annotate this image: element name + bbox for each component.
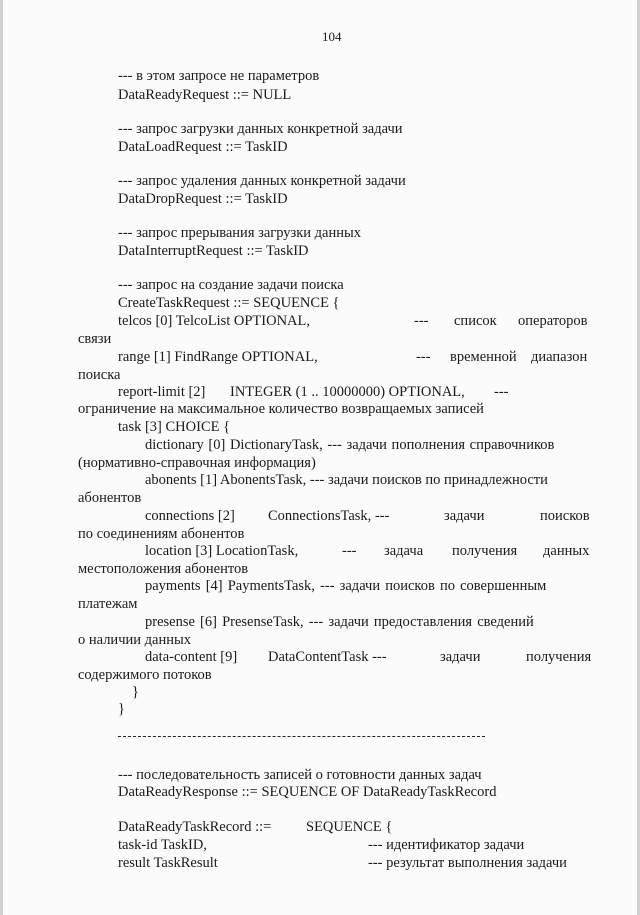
choice-data-content-cont: содержимого потоков — [78, 667, 212, 683]
field-range-comment: временной — [450, 349, 517, 365]
field-range-cont: поиска — [78, 367, 121, 383]
code-line: DataInterruptRequest ::= TaskID — [118, 243, 309, 259]
field-report-limit-cont: ограничение на максимальное количество возвращаемых записей — [78, 401, 484, 417]
record-field-task-id-comment: --- идентификатор задачи — [368, 837, 525, 853]
choice-data-content-comment: задачи — [440, 649, 481, 665]
choice-dictionary-cont: (нормативно-справочная информация) — [78, 455, 316, 471]
choice-abonents-cont: абонентов — [78, 490, 142, 506]
comment-line: --- запрос загрузки данных конкретной задачи — [118, 121, 403, 137]
comment-line: --- запрос удаления данных конкретной задачи — [118, 173, 406, 189]
choice-data-content: data-content [9] — [145, 649, 238, 665]
choice-location-dashes: --- — [342, 543, 357, 559]
comment-line: --- запрос на создание задачи поиска — [118, 277, 344, 293]
choice-presense-cont: о наличии данных — [78, 632, 191, 648]
code-line: DataLoadRequest ::= TaskID — [118, 139, 288, 155]
field-range-comment: диапазон — [531, 349, 588, 365]
code-line: CreateTaskRequest ::= SEQUENCE { — [118, 295, 340, 311]
comment-line: --- последовательность записей о готовности данных задач — [118, 767, 482, 783]
choice-location-comment: получения — [452, 543, 518, 559]
page-number: 104 — [322, 29, 342, 44]
code-line: DataDropRequest ::= TaskID — [118, 191, 288, 207]
choice-connections-type: ConnectionsTask, --- — [268, 508, 390, 524]
closing-brace: } — [118, 701, 125, 717]
field-telcos-comment: список — [454, 313, 497, 329]
field-report-limit-dashes: --- — [494, 384, 509, 400]
choice-location-cont: местоположения абонентов — [78, 561, 249, 577]
choice-connections-comment: поисков — [540, 508, 590, 524]
choice-payments-cont: платежам — [78, 596, 138, 612]
choice-abonents: abonents [1] AbonentsTask, --- задачи поисков по принадлежности — [145, 472, 548, 488]
field-report-limit-type: INTEGER (1 .. 10000000) OPTIONAL, — [230, 384, 465, 400]
choice-payments: payments [4] PaymentsTask, --- задачи поисков по совершенным — [145, 578, 547, 594]
choice-data-content-comment: получения — [526, 649, 592, 665]
choice-connections-cont: по соединениям абонентов — [78, 526, 245, 542]
record-field-result-comment: --- результат выполнения задачи — [368, 855, 567, 871]
code-line: DataReadyResponse ::= SEQUENCE OF DataReadyTaskRecord — [118, 784, 497, 800]
choice-location-comment: задача — [384, 543, 424, 559]
choice-data-content-type: DataContentTask --- — [268, 649, 387, 665]
choice-presense: presense [6] PresenseTask, --- задачи предоставления сведений — [145, 614, 534, 630]
field-range: range [1] FindRange OPTIONAL, — [118, 349, 318, 365]
record-field-result: result TaskResult — [118, 855, 218, 871]
scan-edge-left — [0, 0, 3, 915]
separator-dashes — [118, 736, 485, 737]
closing-brace: } — [132, 684, 139, 700]
choice-dictionary: dictionary [0] DictionaryTask, --- задачи пополнения справочников — [145, 437, 555, 453]
comment-line: --- в этом запросе не параметров — [118, 68, 320, 84]
field-telcos-dashes: --- — [414, 313, 429, 329]
field-telcos-cont: связи — [78, 331, 112, 347]
field-telcos-comment: операторов — [518, 313, 588, 329]
choice-connections-comment: задачи — [444, 508, 485, 524]
field-task: task [3] CHOICE { — [118, 419, 231, 435]
field-report-limit: report-limit [2] — [118, 384, 206, 400]
code-line: DataReadyRequest ::= NULL — [118, 87, 292, 103]
choice-location: location [3] LocationTask, — [145, 543, 299, 559]
record-field-task-id: task-id TaskID, — [118, 837, 207, 853]
field-range-dashes: --- — [416, 349, 431, 365]
code-line: DataReadyTaskRecord ::= — [118, 819, 272, 835]
choice-connections: connections [2] — [145, 508, 235, 524]
comment-line: --- запрос прерывания загрузки данных — [118, 225, 362, 241]
field-telcos: telcos [0] TelcoList OPTIONAL, — [118, 313, 311, 329]
choice-location-comment: данных — [543, 543, 590, 559]
code-line: SEQUENCE { — [306, 819, 393, 835]
